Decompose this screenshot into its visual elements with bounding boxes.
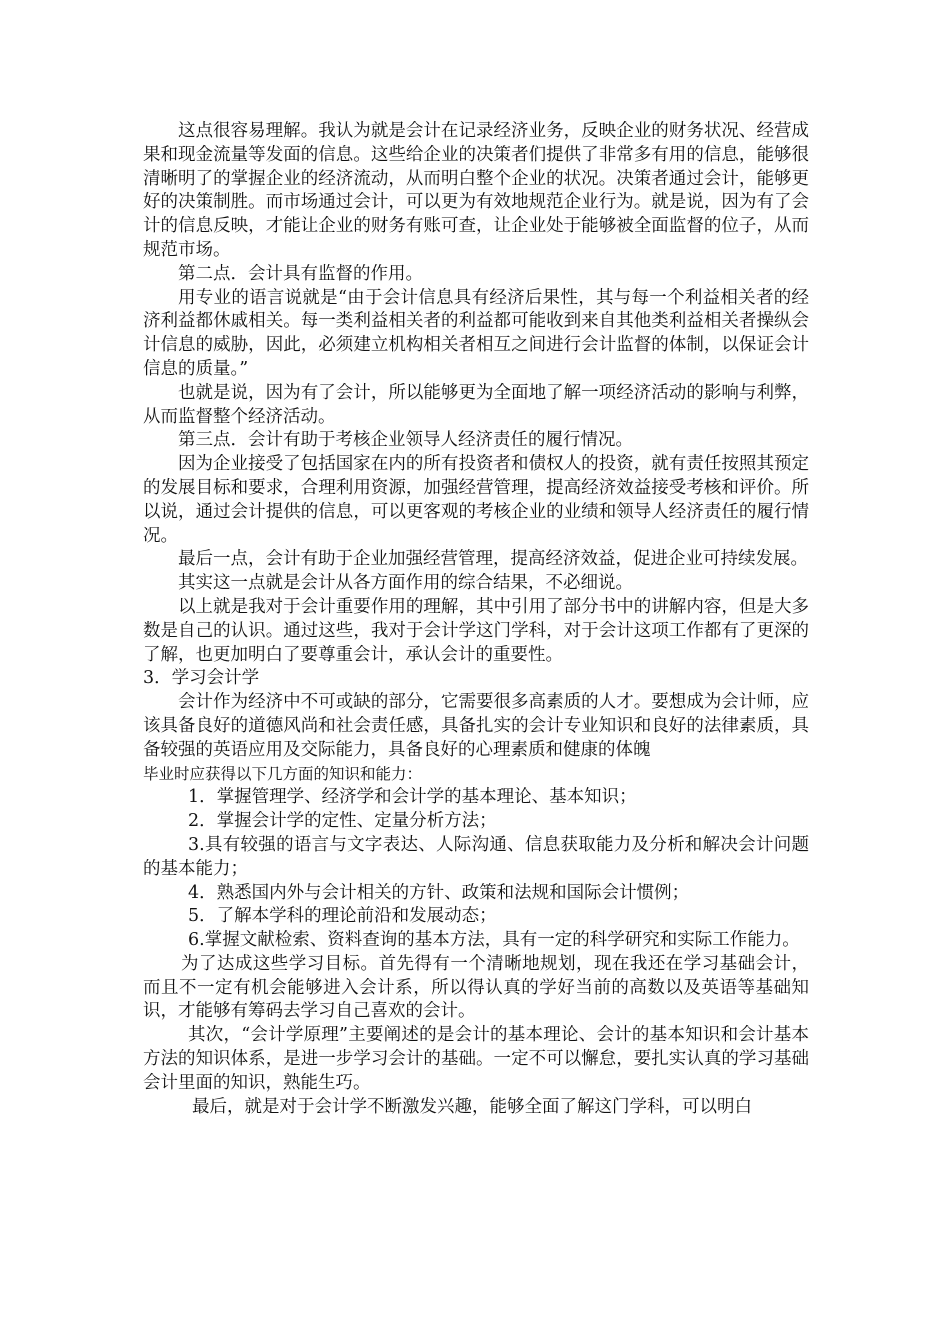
section-heading-learning-accounting: 3．学习会计学 [143, 668, 260, 689]
heading-point-two: 第二点．会计具有监督的作用。 [178, 263, 423, 284]
list-item-6: 6.掌握文献检索、资料查询的基本方法，具有一定的科学研究和实际工作能力。 [188, 930, 800, 951]
list-item-2: 2．掌握会计学的定性、定量分析方法； [188, 811, 497, 832]
paragraph-final-interest: 最后，就是对于会计学不断激发兴趣，能够全面了解这门学科，可以明白 [192, 1096, 752, 1117]
list-item-3: 3.具有较强的语言与文字表达、人际沟通、信息获取能力及分析和解决会计问题的基本能力； [143, 834, 809, 879]
list-item-1: 1．掌握管理学、经济学和会计学的基本理论、基本知识； [188, 787, 637, 808]
paragraph-comprehensive-result: 其实这一点就是会计从各方面作用的综合结果，不必细说。 [178, 573, 633, 594]
paragraph-principles-of-accounting: 其次，“会计学原理”主要阐述的是会计的基本理论、会计的基本知识和会计基本方法的知识体系，是进一步学习会计的基础。一定不可以懈怠，要扎实认真的学习基础会计里面的知识，熟能生巧。 [143, 1025, 809, 1093]
list-item-5: 5．了解本学科的理论前沿和发展动态； [188, 906, 497, 927]
paragraph-graduation-requirements: 毕业时应获得以下几方面的知识和能力： [143, 764, 423, 783]
document-body [143, 120, 809, 1119]
paragraph-understanding-summary: 以上就是我对于会计重要作用的理解，其中引用了部分书中的讲解内容，但是大多数是自己的认识。通过这些，我对于会计学这门学科，对于会计这项工作都有了更深的了解，也更加明白了要尊重会计，承认会计的重要性。 [143, 596, 809, 665]
list-item-4: 4．熟悉国内外与会计相关的方针、政策和法规和国际会计惯例； [188, 882, 690, 903]
paragraph-accounting-information: 这点很容易理解。我认为就是会计在记录经济业务，反映企业的财务状况、经营成果和现金流量等发面的信息。这些给企业的决策者们提供了非常多有用的信息，能够很清晰明了的掌握企业的经济流动，从而明白整个企业的状况。决策者通过会计，能够更好的决策制胜。而市场通过会计，可以更为有效地规范企业行为。就是说，因为有了会计的信息反映，才能让企业的财务有账可查，让企业处于能够被全面监督的位子，从而规范市场。 [143, 121, 809, 260]
paragraph-required-qualities: 会计作为经济中不可或缺的部分，它需要很多高素质的人才。要想成为会计师，应该具备良好的道德风尚和社会责任感，具备扎实的会计专业知识和良好的法律素质，具备较强的英语应用及交际能力，具备良好的心理素质和健康的体魄 [143, 692, 809, 760]
paragraph-leadership-evaluation: 因为企业接受了包括国家在内的所有投资者和债权人的投资，就有责任按照其预定的发展目标和要求，合理利用资源，加强经营管理，提高经济效益接受考核和评价。所以说，通过会计提供的信息，可以更客观的考核企业的业绩和领导人经济责任的履行情况。 [143, 454, 809, 546]
paragraph-learning-plan: 为了达成这些学习目标。首先得有一个清晰地规划，现在我还在学习基础会计，而且不一定有机会能够进入会计系，所以得认真的学好当前的高数以及英语等基础知识，才能够有筹码去学习自己喜欢的会计。 [143, 953, 809, 1022]
paragraph-last-point: 最后一点，会计有助于企业加强经营管理，提高经济效益，促进企业可持续发展。 [178, 549, 808, 570]
heading-point-three: 第三点．会计有助于考核企业领导人经济责任的履行情况。 [178, 430, 633, 451]
paragraph-professional-definition: 用专业的语言说就是“由于会计信息具有经济后果性，其与每一个利益相关者的经济利益都休戚相关。每一类利益相关者的利益都可能收到来自其他类利益相关者操纵会计信息的威胁，因此，必须建立机构相关者相互之间进行会计监督的体制，以保证会计信息的质量。” [143, 287, 809, 379]
paragraph-supervision-summary: 也就是说，因为有了会计，所以能够更为全面地了解一项经济活动的影响与利弊，从而监督整个经济活动。 [143, 382, 809, 427]
